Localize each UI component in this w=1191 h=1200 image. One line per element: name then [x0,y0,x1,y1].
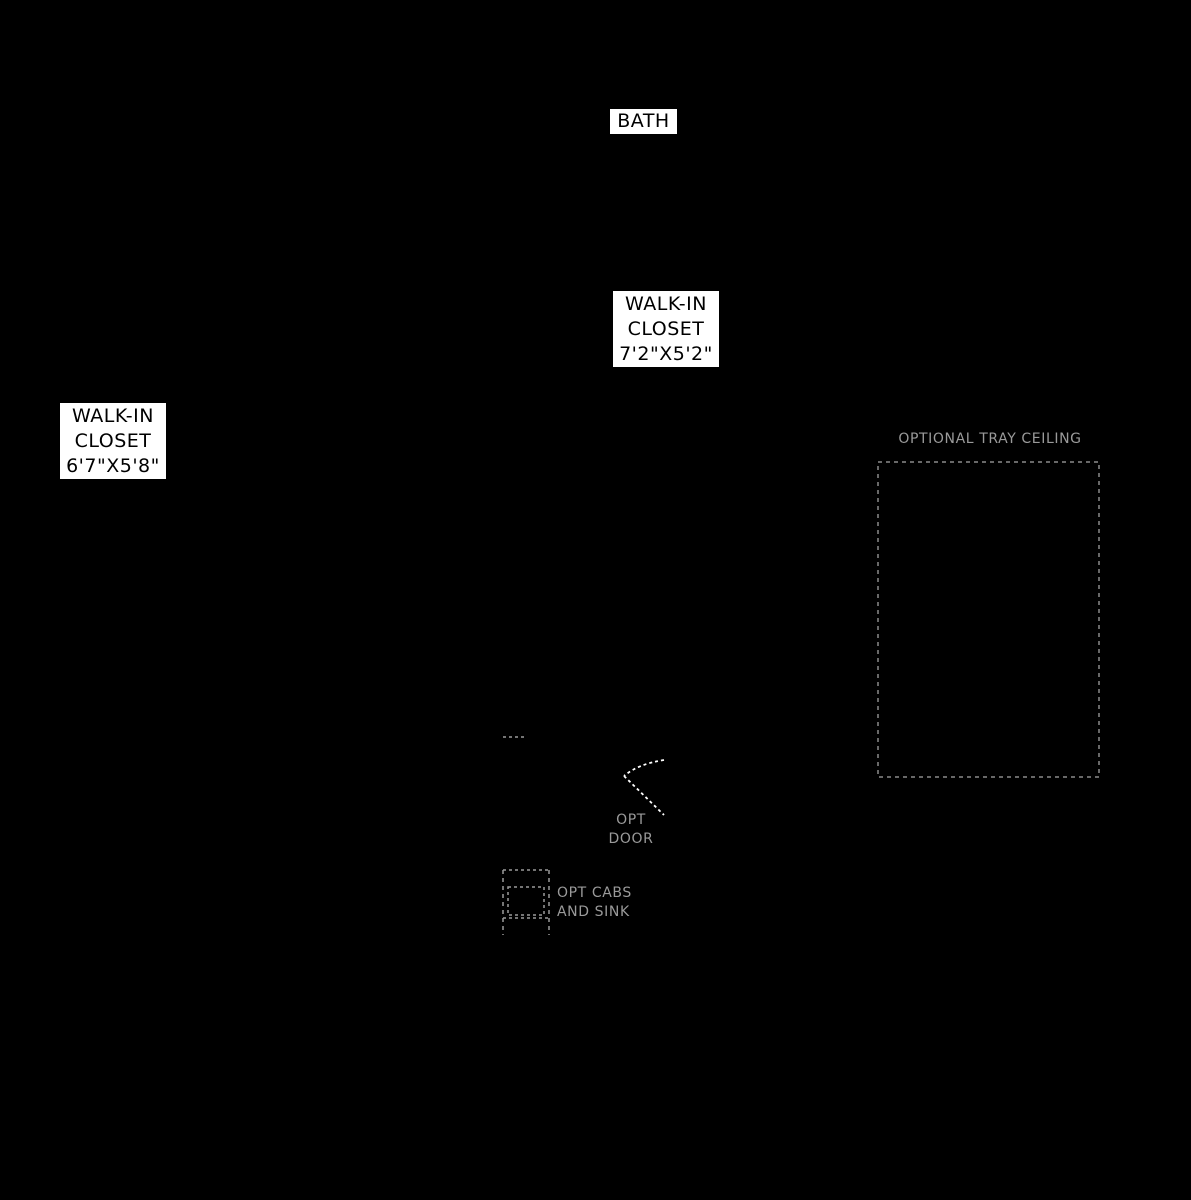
tray-ceiling-outline [878,462,1099,777]
closet-master-line2: CLOSET [627,318,705,340]
closet-master-dims: 7'2"X5'2" [619,343,713,365]
tray-ceiling-note [870,430,1110,449]
sink-basin [508,887,544,915]
closet-side-line1: WALK-IN [72,405,154,427]
bath-label-text: BATH [617,110,670,132]
closet-side-line2: CLOSET [74,430,152,452]
opt-cabs-line1: OPT CABS [557,885,632,901]
closet-master-line1: WALK-IN [625,293,707,315]
opt-door-line2: DOOR [608,831,654,847]
opt-door-swing [624,760,664,815]
closet-side-dims: 6'7"X5'8" [66,455,160,477]
tray-ceiling-text: OPTIONAL TRAY CEILING [898,431,1082,447]
opt-cabs-line2: AND SINK [557,904,630,920]
opt-door-line1: OPT [616,812,646,828]
walk-in-closet-label-master [613,291,719,367]
walk-in-closet-label-side [60,403,166,479]
opt-cabs-note [557,884,632,922]
bath-room-label [610,109,677,134]
opt-door-note [598,811,664,849]
opt-cabinet-linework [503,737,549,935]
